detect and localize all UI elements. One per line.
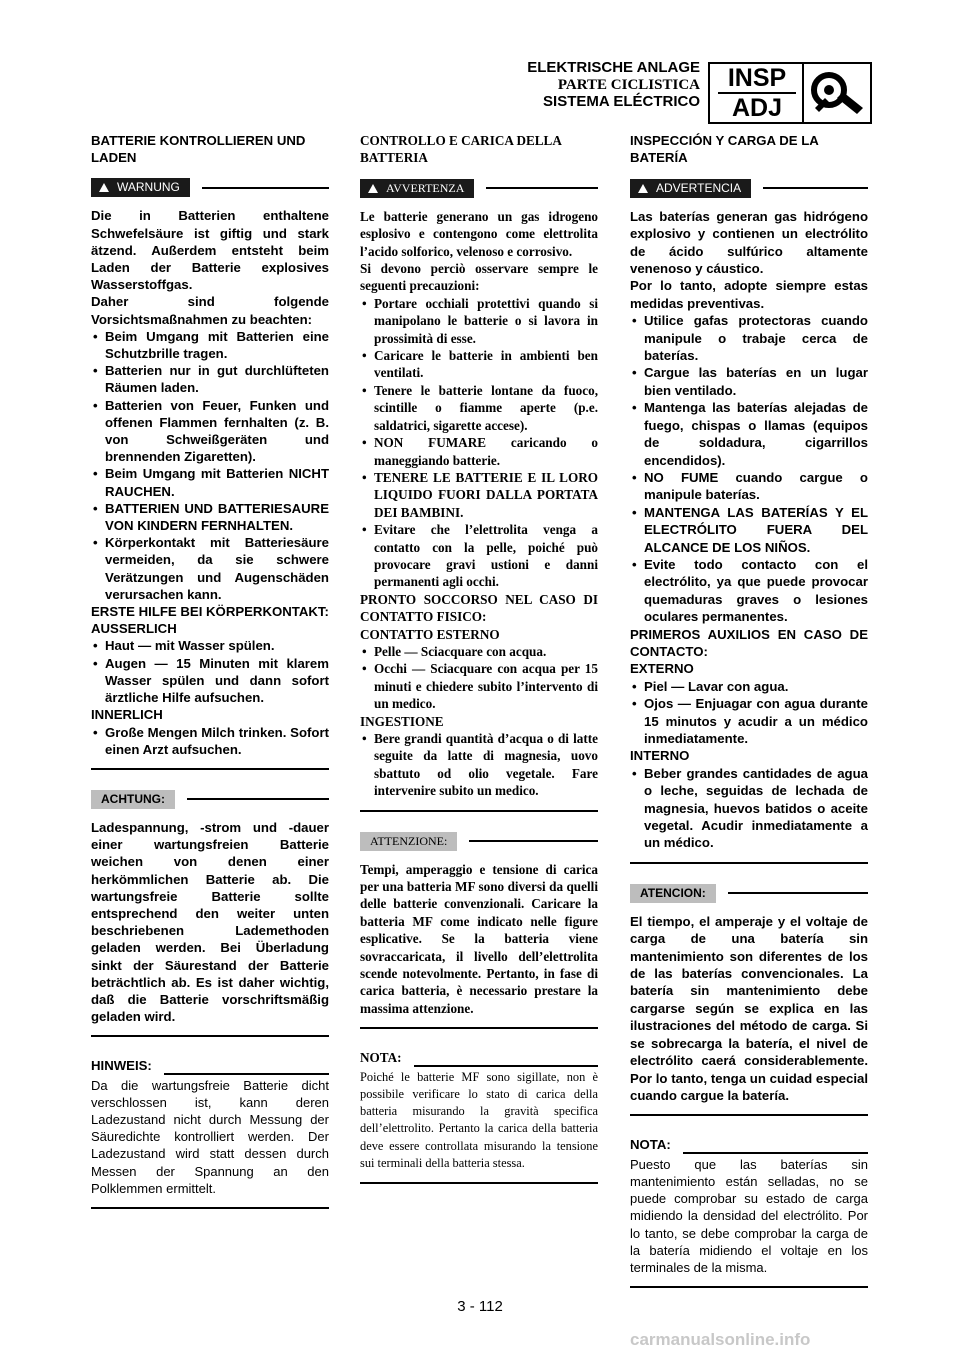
note-label: NOTA: — [360, 1050, 402, 1066]
warning-text: Die in Batterien enthaltene Schwefelsäure ist giftig und stark ätzend. Außerdem entsteht beim Laden der Batterie explosives Wasserstoffgas. — [91, 208, 329, 293]
warning-label: WARNUNG — [117, 180, 180, 195]
divider — [360, 810, 598, 812]
list-item: • Körperkontakt mit Batteriesäure vermeiden, da sie schwere Verätzungen und Augenschäden verursachen kann. — [91, 534, 329, 603]
warning-triangle-icon — [638, 184, 648, 193]
list-item: • Große Mengen Milch trinken. Sofort einen Arzt aufsuchen. — [91, 724, 329, 758]
warning-triangle-icon — [368, 184, 378, 193]
warning-text: Daher sind folgende Vorsichtsmaßnahmen zu beachten: — [91, 294, 329, 327]
list-item: • BATTERIEN UND BATTERIESAURE VON KINDERN FERNHALTEN. — [91, 500, 329, 534]
caution-badge: ACHTUNG: — [91, 790, 175, 809]
warning-label: ADVERTENCIA — [656, 180, 742, 195]
note-text: Poiché le batterie MF sono sigillate, non è possibile verificare lo stato di carica della batteria misurando la gravità specifica dell’elettrolito. Pertanto la carica della batteria deve essere controllata misurando la tensione sui terminali della batteria stessa. — [360, 1069, 598, 1170]
badge-text — [718, 64, 796, 122]
divider — [469, 840, 598, 842]
caution-badge: ATTENZIONE: — [360, 832, 457, 851]
divider — [360, 1182, 598, 1184]
divider — [91, 1035, 329, 1037]
list-item: • Caricare le batterie in ambienti ben ventilati. — [360, 347, 598, 382]
external-list — [630, 678, 868, 748]
external-title: EXTERNO — [630, 661, 694, 677]
watermark: carmanualsonline.info — [630, 1330, 811, 1349]
caution-text: El tiempo, el amperaje y el voltaje de carga de una batería sin mantenimiento son diferentes de los de las baterías convencionales. La batería sin mantenimiento debe cargarse según se explica en las ilustraciones del método de carga. Si se sobrecarga la batería, el nivel de electrólito caerá considerablemente. Por lo tanto, tenga un cuidad especial cuando cargue la batería. — [630, 913, 868, 1103]
list-item: • TENERE LE BATTERIE E IL LORO LIQUIDO FUORI DALLA PORTATA DEI BAMBINI. — [360, 469, 598, 521]
internal-list — [630, 765, 868, 852]
badge-divider — [802, 64, 804, 122]
note-text: Da die wartungsfreie Batterie dicht verschlossen ist, kann deren Ladezustand nicht durch Messung der Säuredichte kontrolliert werden. Der Ladezustand wird statt dessen durch Messen der Spannung an den Polklemmen ermittelt. — [91, 1077, 329, 1196]
list-item: • Piel — Lavar con agua. — [630, 678, 868, 695]
divider — [486, 187, 598, 189]
header-title-de: ELEKTRISCHE ANLAGE — [527, 59, 700, 76]
first-aid-title: PRONTO SOCCORSO NEL CASO DI CONTATTO FISICO: — [360, 591, 598, 625]
note-label: HINWEIS: — [91, 1058, 152, 1074]
list-item: • Mantenga las baterías alejadas de fuego, chispas o llamas (equipos de soldadura, cigarrillos encendidos). — [630, 399, 868, 469]
caution-header — [360, 832, 598, 851]
list-item: • Portare occhiali protettivi quando si manipolano le batterie o si lavora in prossimità di esse. — [360, 295, 598, 347]
header-title-it: PARTE CICLISTICA — [557, 76, 700, 93]
list-item: • Batterien von Feuer, Funken und offenen Flammen fernhalten (z. B. von Schweißgeräten und brennenden Zigaretten). — [91, 397, 329, 466]
divider — [91, 768, 329, 770]
list-item: • Bere grandi quantità d’acqua o di latte seguite da latte di magnesia, uovo sbattuto od olio vegetale. Fare intervenire subito un medico. — [360, 730, 598, 800]
warning-badge — [630, 179, 751, 198]
note-header — [360, 1049, 598, 1066]
note-label: NOTA: — [630, 1137, 671, 1153]
list-item: • Pelle — Sciacquare con acqua. — [360, 643, 598, 660]
warning-badge — [360, 179, 474, 198]
internal-list — [360, 730, 598, 800]
internal-title: INNERLICH — [91, 707, 163, 723]
divider — [164, 1073, 329, 1075]
badge-adj: ADJ — [731, 94, 782, 122]
note-header — [91, 1057, 329, 1074]
divider — [91, 1207, 329, 1209]
insp-adj-badge — [708, 62, 872, 124]
warning-triangle-icon — [99, 183, 109, 192]
divider — [630, 1114, 868, 1116]
wrench-gear-icon — [807, 68, 865, 118]
list-item: • Evite todo contacto con el electrólito, ya que puede provocar quemaduras graves o lesiones oculares permanentes. — [630, 556, 868, 626]
list-item: • Cargue las baterías en un lugar bien ventilado. — [630, 364, 868, 399]
list-item: • Haut — mit Wasser spülen. — [91, 637, 329, 654]
note-text: Puesto que las baterías sin mantenimiento están selladas, no se puede comprobar su estado de carga midiendo la densidad del electrólito. Por lo tanto, se debe comprobar la carga de la batería midiendo el voltaje en los terminales de la misma. — [630, 1156, 868, 1275]
list-item: • Beim Umgang mit Batterien NICHT RAUCHEN. — [91, 465, 329, 499]
warning-text: Si devono perciò osservare sempre le seguenti precauzioni: — [360, 261, 598, 294]
list-item: • Beber grandes cantidades de agua o leche, seguidas de lechada de magnesia, huevos batidos o aceite vegetal. Acudir inmediatamente a un médico. — [630, 765, 868, 852]
caution-text: Ladespannung, -strom und -dauer einer wartungsfreien Batterie weichen von denen einer herkömmlichen Batterie ab. Die wartungsfreie Batterie sollte entsprechend den weiter unten beschriebenen Lademethoden geladen werden. Bei Überladung sinkt der Säurestand der Batterie beträchtlich ab. Es ist daher wichtig, daß die Batterie vorschriftsmäßig geladen wird. — [91, 819, 329, 1025]
divider — [728, 892, 868, 894]
warning-badge — [91, 178, 190, 197]
internal-title: INTERNO — [630, 748, 690, 764]
section-header — [510, 60, 700, 110]
column-german — [91, 132, 329, 1229]
list-item: • MANTENGA LAS BATERÍAS Y EL ELECTRÓLITO FUERA DEL ALCANCE DE LOS NIÑOS. — [630, 504, 868, 556]
divider — [414, 1065, 598, 1067]
warning-list — [91, 328, 329, 603]
list-item: • Beim Umgang mit Batterien eine Schutzbrille tragen. — [91, 328, 329, 362]
warning-label: AVVERTENZA — [386, 180, 465, 195]
column-italian — [360, 132, 598, 1204]
warning-text: Las baterías generan gas hidrógeno explosivo y contienen un electrólito de ácido sulfúrico altamente venenoso y cáustico. — [630, 208, 868, 277]
list-item: • Ojos — Enjuagar con agua durante 15 minutos y acudir a un médico inmediatamente. — [630, 695, 868, 747]
list-item: • NO FUME cuando cargue o manipule baterías. — [630, 469, 868, 504]
column-spanish — [630, 132, 868, 1308]
list-item: • Occhi — Sciacquare con acqua per 15 minuti e chiedere subito l’intervento di un medico. — [360, 660, 598, 712]
caution-badge: ATENCION: — [630, 884, 716, 903]
divider — [360, 1027, 598, 1029]
divider — [187, 798, 329, 800]
list-item: • Batterien nur in gut durchlüfteten Räumen laden. — [91, 362, 329, 396]
external-list — [91, 637, 329, 706]
divider — [630, 862, 868, 864]
warning-header — [630, 179, 868, 198]
list-item: • Utilice gafas protectoras cuando manipule o trabaje cerca de baterías. — [630, 312, 868, 364]
warning-text: Le batterie generano un gas idrogeno esplosivo e contengono come elettrolita l’acido solforico, velenoso e corrosivo. — [360, 208, 598, 259]
warning-header — [91, 178, 329, 197]
header-title-es: SISTEMA ELÉCTRICO — [543, 92, 700, 110]
divider — [202, 187, 329, 189]
caution-text: Tempi, amperaggio e tensione di carica per una batteria MF sono diversi da quelli delle batterie convenzionali. Caricare la batteria MF come indicato nelle figure esplicative. Se la batteria viene sovraccaricata, il livello dell’elettrolita scende notevolmente. Pertanto, in fase di carica batteria, è necessario prestare la massima attenzione. — [360, 861, 598, 1016]
note-header — [630, 1136, 868, 1153]
divider — [763, 187, 868, 189]
list-item: • NON FUMARE caricando o maneggiando batterie. — [360, 434, 598, 469]
divider — [630, 1286, 868, 1288]
external-title: AUSSERLICH — [91, 621, 177, 637]
section-title: INSPECCIÓN Y CARGA DE LA BATERÍA — [630, 133, 819, 166]
list-item: • Tenere le batterie lontane da fuoco, scintille o fiamme aperte (p.e. saldatrici, sigarette accese). — [360, 382, 598, 434]
first-aid-title: ERSTE HILFE BEI KÖRPERKONTAKT: — [91, 604, 329, 620]
section-title: BATTERIE KONTROLLIEREN UND LADEN — [91, 133, 306, 166]
list-item: • Evitare che l’elettrolita venga a contatto con la pelle, poiché può provocare gravi ustioni e danni permanenti agli occhi. — [360, 521, 598, 591]
badge-insp: INSP — [718, 64, 796, 94]
warning-text: Por lo tanto, adopte siempre estas medidas preventivas. — [630, 278, 868, 311]
warning-header — [360, 179, 598, 198]
page-number: 3 - 112 — [457, 1298, 503, 1315]
internal-title: INGESTIONE — [360, 713, 444, 729]
first-aid-title: PRIMEROS AUXILIOS EN CASO DE CONTACTO: — [630, 626, 868, 659]
internal-list — [91, 724, 329, 758]
list-item: • Augen — 15 Minuten mit klarem Wasser spülen und dann sofort ärztliche Hilfe aufsuchen. — [91, 655, 329, 707]
warning-list — [360, 295, 598, 591]
caution-header — [91, 790, 329, 809]
section-title: CONTROLLO E CARICA DELLA BATTERIA — [360, 133, 562, 166]
external-title: CONTATTO ESTERNO — [360, 626, 500, 642]
divider — [683, 1152, 868, 1154]
external-list — [360, 643, 598, 713]
warning-list — [630, 312, 868, 625]
caution-header — [630, 884, 868, 903]
